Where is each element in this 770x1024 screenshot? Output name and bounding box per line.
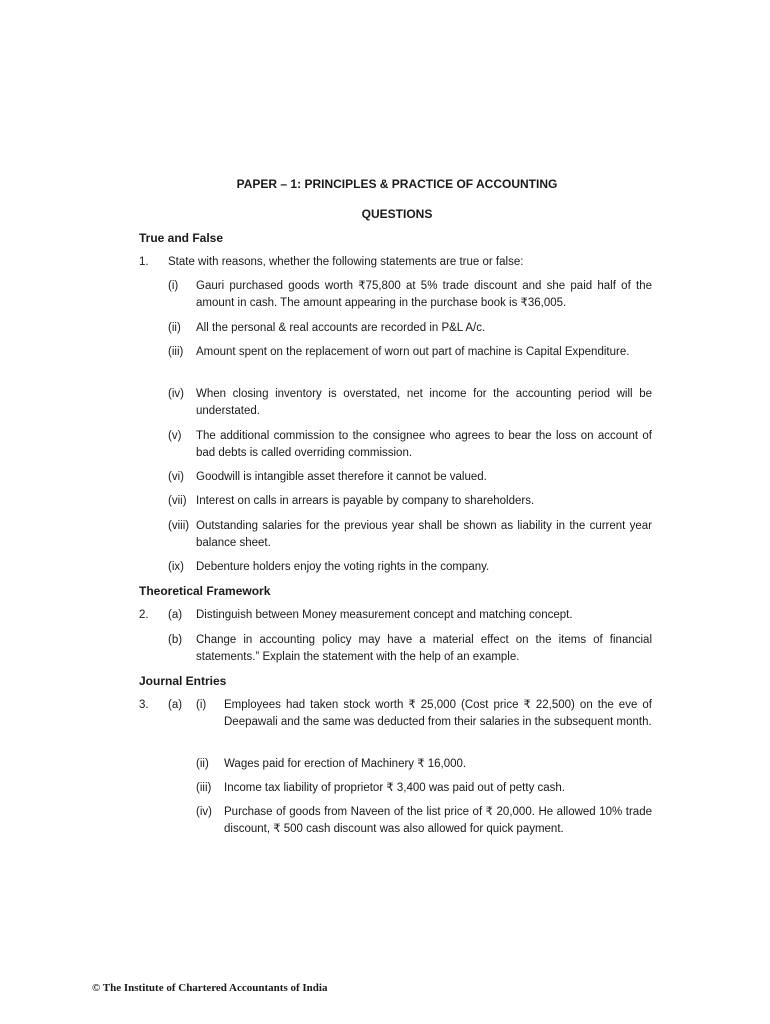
item-label: (viii) [168, 520, 190, 532]
item-label: (ii) [168, 322, 181, 334]
item-text: Purchase of goods from Naveen of the list price of ₹ 20,000. He allowed 10% trade discount, ₹ 500 cash discount was also allowed for quick payment. [224, 806, 652, 835]
item-text: Change in accounting policy may have a material effect on the items of financial statements.” Explain the statement with the help of an example. [196, 634, 652, 663]
item-text: Distinguish between Money measurement concept and matching concept. [196, 609, 573, 621]
item-text: The additional commission to the consignee who agrees to bear the loss on account of bad debts is called overriding commission. [196, 430, 652, 459]
item-label: (vii) [168, 495, 187, 507]
item-text: When closing inventory is overstated, net income for the accounting period will be understated. [196, 388, 652, 417]
item-text: All the personal & real accounts are recorded in P&L A/c. [196, 322, 486, 334]
item-text: Amount spent on the replacement of worn out part of machine is Capital Expenditure. [196, 346, 630, 358]
item-label: (iv) [168, 388, 184, 400]
section-heading-journal: Journal Entries [139, 674, 227, 688]
item-label: (iii) [168, 346, 184, 358]
item-label: (ii) [196, 758, 209, 770]
item-text: Outstanding salaries for the previous year shall be shown as liability in the current year balance sheet. [196, 520, 652, 549]
item-label: (iii) [196, 782, 212, 794]
item-text: Debenture holders enjoy the voting rights in the company. [196, 561, 490, 573]
section-heading-true-false: True and False [139, 231, 224, 245]
footer-copyright: © The Institute of Chartered Accountants of India [92, 982, 328, 994]
item-label: (i) [196, 699, 207, 711]
item-text: Employees had taken stock worth ₹ 25,000 (Cost price ₹ 22,500) on the eve of Deepawali and the same was deducted from their salaries in the subsequent month. [224, 699, 652, 728]
questions-heading: QUESTIONS [361, 207, 433, 221]
section-heading-theoretical: Theoretical Framework [139, 584, 271, 598]
item-label: (b) [168, 634, 183, 646]
question-prompt: State with reasons, whether the following statements are true or false: [168, 256, 524, 268]
question-number: 3. [139, 699, 149, 711]
item-label: (a) [168, 609, 183, 621]
question-number: 2. [139, 609, 149, 621]
item-label: (v) [168, 430, 182, 442]
item-text: Gauri purchased goods worth ₹75,800 at 5% trade discount and she paid half of the amount in cash. The amount appearing in the purchase book is ₹36,005. [196, 280, 652, 309]
item-label: (i) [168, 280, 179, 292]
question-part-label: (a) [168, 699, 183, 711]
item-text: Income tax liability of proprietor ₹ 3,400 was paid out of petty cash. [224, 782, 565, 794]
page-title: PAPER – 1: PRINCIPLES & PRACTICE OF ACCOUNTING [236, 177, 558, 191]
item-text: Wages paid for erection of Machinery ₹ 16,000. [224, 758, 467, 770]
question-number: 1. [139, 256, 149, 268]
item-text: Interest on calls in arrears is payable by company to shareholders. [196, 495, 535, 507]
item-label: (iv) [196, 806, 212, 818]
item-text: Goodwill is intangible asset therefore it cannot be valued. [196, 471, 487, 483]
item-label: (vi) [168, 471, 184, 483]
item-label: (ix) [168, 561, 184, 573]
